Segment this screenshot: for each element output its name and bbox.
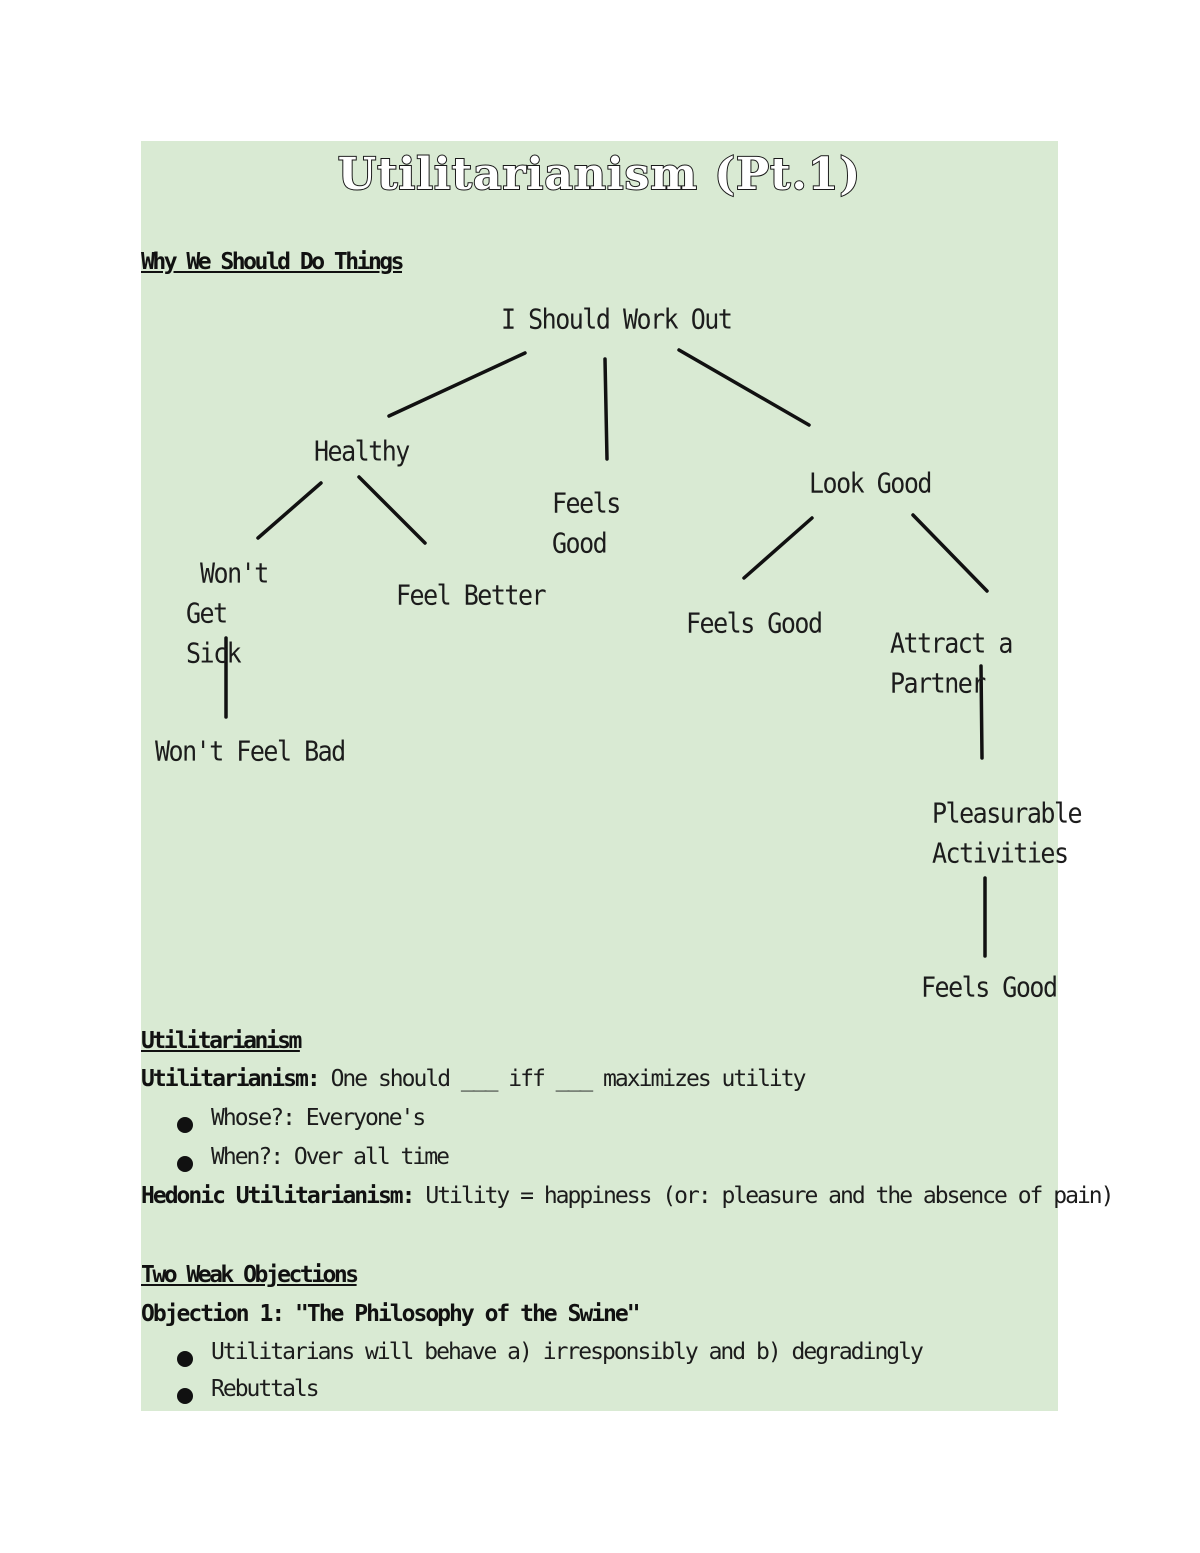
bullet-dot bbox=[177, 1388, 193, 1404]
note-page bbox=[141, 141, 1113, 1411]
edge-healthy-wont-get-sick bbox=[258, 483, 321, 538]
definition-text: One should ___ iff ___ maximizes utility bbox=[318, 1066, 805, 1092]
node-feels: Feels bbox=[552, 486, 620, 520]
edge-root-healthy bbox=[389, 353, 525, 416]
node-attract-a: Attract a bbox=[890, 626, 1012, 660]
hedonic-label: Hedonic Utilitarianism: bbox=[141, 1183, 414, 1209]
node-activities: Activities bbox=[932, 836, 1068, 870]
edge-look-good-feels-good bbox=[744, 518, 812, 578]
node-partner: Partner bbox=[890, 666, 985, 700]
edge-root-look-good bbox=[679, 350, 809, 425]
definition-utilitarianism bbox=[141, 1066, 804, 1092]
bullet-dot bbox=[177, 1156, 193, 1172]
bullet-behave: Utilitarians will behave a) irresponsibly and b) degradingly bbox=[211, 1339, 922, 1365]
node-feels-good-right: Feels Good bbox=[686, 606, 822, 640]
bullet-dot bbox=[177, 1117, 193, 1133]
node-good: Good bbox=[552, 526, 607, 560]
edge-look-good-attract bbox=[913, 515, 987, 591]
bullet-when: When?: Over all time bbox=[211, 1144, 448, 1170]
page-title: Utilitarianism (Pt.1) bbox=[337, 149, 862, 200]
node-pleasurable: Pleasurable bbox=[932, 796, 1082, 830]
bullet-rebuttals: Rebuttals bbox=[211, 1376, 318, 1402]
node-sick: Sick bbox=[186, 636, 241, 670]
edge-healthy-feel-better bbox=[359, 477, 425, 543]
node-i-should-work-out: I Should Work Out bbox=[501, 302, 732, 336]
objection-1 bbox=[141, 1301, 639, 1327]
section-heading-why: Why We Should Do Things bbox=[141, 249, 402, 275]
node-feels-good-bottom: Feels Good bbox=[921, 970, 1057, 1004]
objection-label: Objection 1: "The Philosophy of the Swine" bbox=[141, 1301, 639, 1327]
node-get: Get bbox=[186, 596, 227, 630]
hedonic-text: Utility = happiness (or: pleasure and the absence of pain) bbox=[413, 1183, 1113, 1209]
section-heading-objections: Two Weak Objections bbox=[141, 1262, 357, 1288]
node-look-good: Look Good bbox=[809, 466, 931, 500]
bullet-whose: Whose?: Everyone's bbox=[211, 1105, 425, 1131]
node-wont-feel-bad: Won't Feel Bad bbox=[155, 734, 345, 768]
section-heading-utilitarianism: Utilitarianism bbox=[141, 1028, 300, 1054]
definition-label: Utilitarianism: bbox=[141, 1066, 319, 1092]
node-healthy: Healthy bbox=[314, 434, 409, 468]
node-wont: Won't bbox=[200, 556, 268, 590]
edge-root-feels-good bbox=[605, 359, 607, 459]
node-feel-better: Feel Better bbox=[396, 578, 546, 612]
bullet-dot bbox=[177, 1351, 193, 1367]
definition-hedonic bbox=[141, 1183, 1112, 1209]
